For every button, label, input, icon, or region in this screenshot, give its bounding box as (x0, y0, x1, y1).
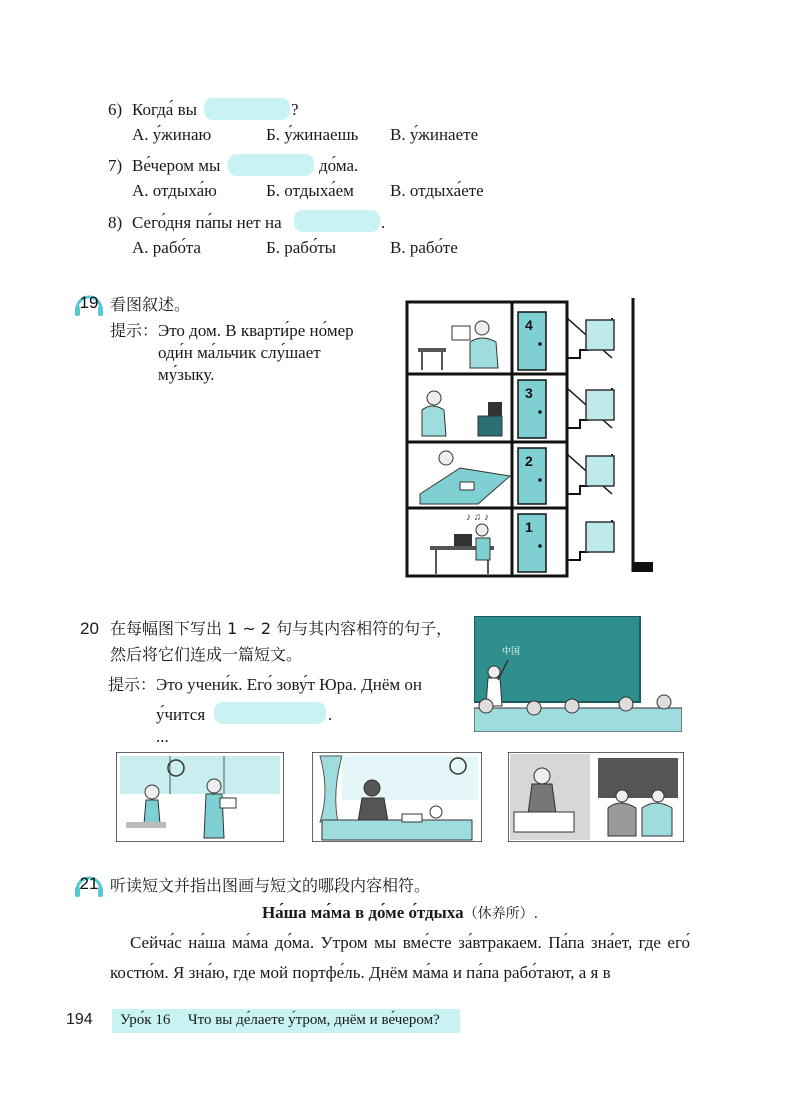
question-text-after: ? (291, 100, 299, 119)
option-a: А. у́жинаю (132, 125, 212, 144)
hint-line-2-after: . (328, 705, 333, 724)
answer-blank[interactable] (214, 702, 326, 724)
option-a: А. рабо́та (132, 238, 201, 257)
exercise-title: 听读短文并指出图画与短文的哪段内容相符。 (110, 876, 431, 895)
lesson-heading (120, 1012, 440, 1029)
exercise-number: 19 (79, 293, 99, 312)
hint-label: 提示： (110, 321, 159, 340)
answer-blank[interactable] (204, 98, 290, 120)
option-a: А. отдыха́ю (132, 181, 217, 200)
exercise-number-badge (72, 287, 106, 321)
picture-2-homework (312, 752, 482, 842)
exercise-number: 21 (79, 874, 99, 893)
hint-line-1: Это дом. В кварти́ре но́мер (158, 321, 354, 340)
option-b: Б. отдыха́ем (266, 181, 354, 200)
door-number: 2 (525, 453, 533, 469)
picture-1-school (116, 752, 284, 842)
question-text-before: Ве́чером мы (132, 156, 221, 175)
page-number: 194 (66, 1011, 93, 1028)
door-number: 4 (525, 317, 533, 333)
story-title (110, 903, 690, 923)
lesson-number: Уро́к 16 (120, 1012, 171, 1028)
exercise-title-line-2: 然后将它们连成一篇短文。 (110, 645, 303, 664)
exercise-number: 20 (80, 619, 99, 638)
question-number: 7) (108, 156, 123, 175)
door-number: 3 (525, 385, 533, 401)
ellipsis: ... (156, 727, 169, 746)
question-text-before: Когда́ вы (132, 100, 198, 119)
answer-blank[interactable] (228, 154, 314, 176)
question-number: 6) (108, 100, 123, 119)
apartment-building-illustration (400, 298, 660, 580)
exercise-number-badge (72, 868, 106, 902)
option-b: Б. у́жинаешь (266, 125, 359, 144)
picture-3-family-evening (508, 752, 684, 842)
option-b: Б. рабо́ты (266, 238, 337, 257)
hint-line-1: Это учени́к. Его́ зову́т Юра. Днём он (156, 675, 423, 694)
story-title-note: （休养所）. (463, 906, 539, 922)
classroom-illustration (474, 616, 682, 732)
hint-line-2-before: у́чится (156, 705, 206, 724)
exercise-title-line-1: 在每幅图下写出 1 ~ 2 句与其内容相符的句子， (110, 619, 453, 638)
lesson-title: Что вы де́лаете у́тром, днём и ве́чером? (187, 1012, 440, 1028)
story-title-text: На́ша ма́ма в до́ме о́тдыха (261, 903, 464, 922)
question-number: 8) (108, 213, 123, 232)
option-c: В. рабо́те (390, 238, 458, 257)
hint-line-3: му́зыку. (158, 365, 215, 384)
exercise-title: 看图叙述。 (110, 295, 191, 314)
option-c: В. у́жинаете (390, 125, 479, 144)
option-c: В. отдыха́ете (390, 181, 484, 200)
hint-label: 提示： (108, 675, 157, 694)
answer-blank[interactable] (294, 210, 380, 232)
question-text-after: . (381, 213, 386, 232)
story-paragraph: Сейча́с на́ша ма́ма до́ма. Утром мы вме́сте за́втракаем. Па́па зна́ет, где его́ костю́м. Я зна́ю, где мой портфе́ль. Днём ма́ма и па́па рабо́тают, а я в (110, 933, 690, 982)
hint-line-2: оди́н ма́льчик слу́шает (158, 343, 321, 362)
question-text-after: до́ма. (319, 156, 359, 175)
door-number: 1 (525, 519, 533, 535)
question-text-before: Сего́дня па́пы нет на (132, 213, 282, 232)
blackboard-text: 中国 (502, 646, 521, 656)
svg-text:♪ ♫ ♪: ♪ ♫ ♪ (466, 512, 490, 523)
